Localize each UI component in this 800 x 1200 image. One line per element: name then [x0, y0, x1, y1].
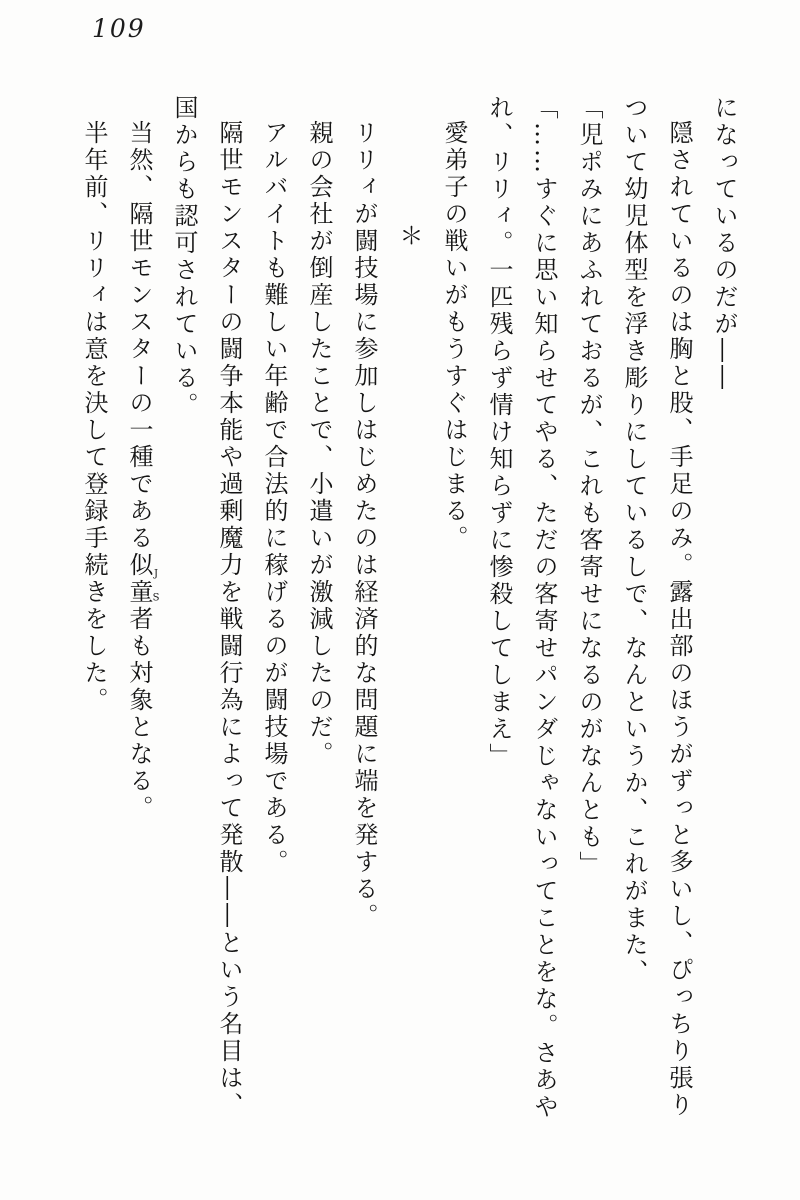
- text-column: 愛弟子の戦いがもうすぐはじまる。: [440, 120, 468, 552]
- ruby-annotation: JS: [150, 552, 162, 633]
- ruby-pre-text: 当然、隔世モンスターの一種である: [125, 120, 153, 552]
- text-column-dialogue: 「児ポみにあふれておるが、これも客寄せになるのがなんとも」: [575, 95, 603, 878]
- text-column: 隠されているのは胸と股、手足のみ。露出部のほうがずっと多いし、ぴっちり張り: [665, 120, 693, 1119]
- ruby-base: 似童者JS: [125, 552, 162, 633]
- ruby-post-text: も対象となる。: [125, 633, 153, 822]
- text-column: 国からも認可されている。: [170, 95, 198, 419]
- text-column: アルバイトも難しい年齢で合法的に稼げるのが闘技場である。: [260, 120, 288, 876]
- page-number: 109: [92, 14, 146, 43]
- section-break-asterisk: ＊: [395, 223, 423, 250]
- vertical-text-block: [71, 95, 746, 1145]
- text-column: ついて幼児体型を浮き彫りにしているしで、なんというか、これがまた、: [620, 95, 648, 986]
- text-column: になっているのだが――: [710, 95, 738, 392]
- text-column: 隔世モンスターの闘争本能や過剰魔力を戦闘行為によって発散――という名目は、: [215, 120, 243, 1119]
- text-column-dialogue: 「……すぐに思い知らせてやる、ただの客寄せパンダじゃないってことをな。さあや: [530, 95, 558, 1121]
- text-column: 親の会社が倒産したことで、小遣いが激減したのだ。: [305, 120, 333, 768]
- text-column: リリィが闘技場に参加しはじめたのは経済的な問題に端を発する。: [350, 120, 378, 930]
- text-column-dialogue: れ、リリィ。一匹残らず情け知らずに惨殺してしまえ」: [485, 95, 513, 770]
- text-column-with-ruby: [116, 95, 161, 1145]
- text-column: 半年前、リリィは意を決して登録手続きをした。: [80, 120, 108, 714]
